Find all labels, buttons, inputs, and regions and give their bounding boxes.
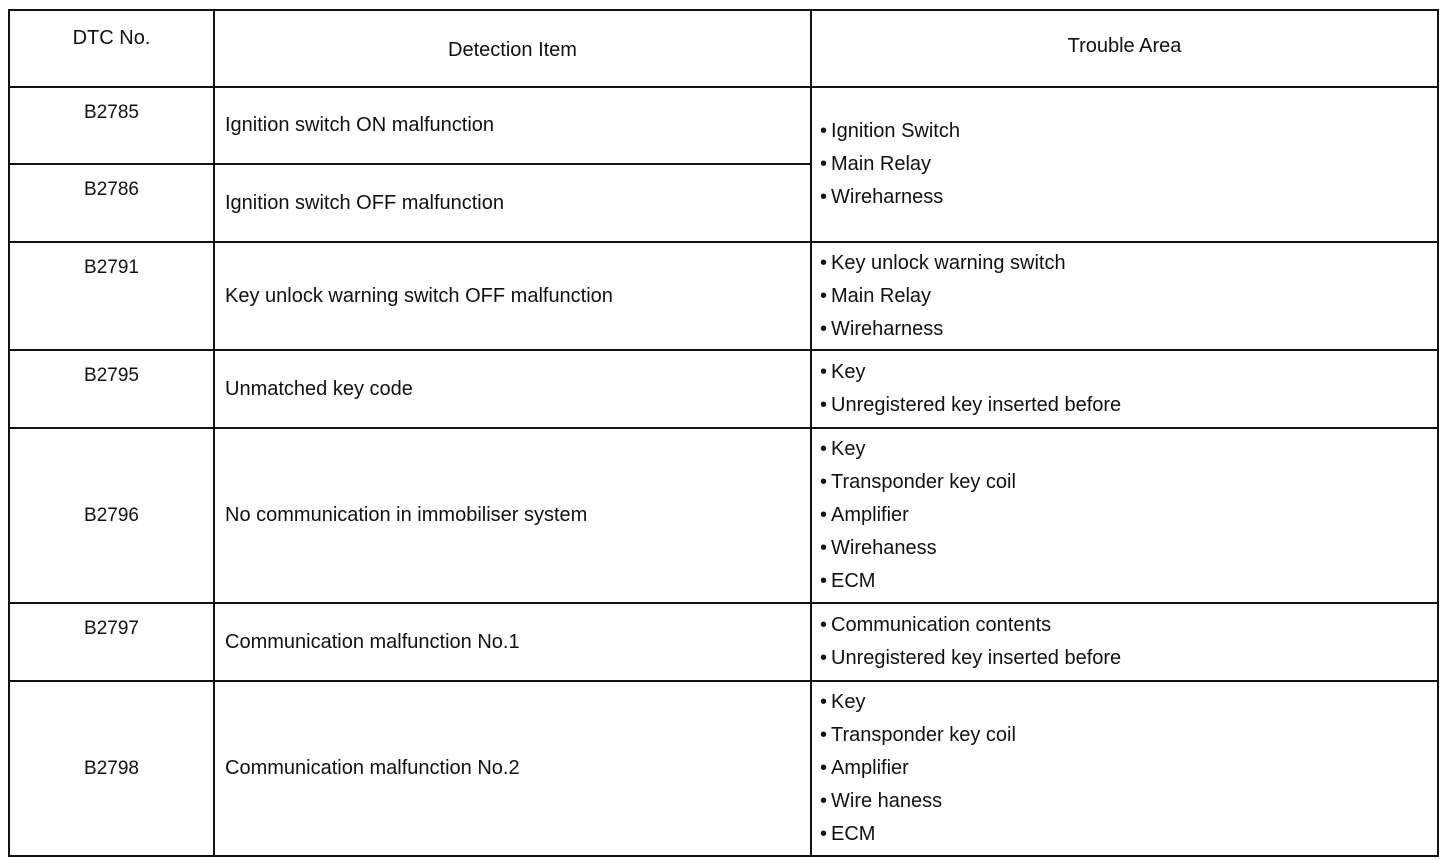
trouble-area-list xyxy=(820,247,1437,346)
trouble-area-item: • Ignition Switch xyxy=(820,115,1437,148)
table-row xyxy=(9,681,1438,856)
trouble-area-cell xyxy=(811,350,1438,428)
trouble-area-list xyxy=(820,356,1437,422)
trouble-area-item: • Main Relay xyxy=(820,148,1437,181)
trouble-area-list xyxy=(820,686,1437,851)
detection-item: No communication in immobiliser system xyxy=(214,428,811,603)
dtc-table xyxy=(8,9,1439,857)
trouble-area-cell xyxy=(811,681,1438,856)
dtc-code-b2796: B2796 xyxy=(9,428,214,603)
trouble-area-item: • Wire haness xyxy=(820,785,1437,818)
trouble-area-list xyxy=(820,609,1437,675)
table-row xyxy=(9,428,1438,603)
trouble-area-cell xyxy=(811,242,1438,350)
trouble-area-cell xyxy=(811,603,1438,681)
trouble-area-item: • Key xyxy=(820,433,1437,466)
header-row xyxy=(9,10,1438,87)
trouble-area-list xyxy=(820,115,1437,214)
trouble-area-item: • Wireharness xyxy=(820,181,1437,214)
detection-item: Unmatched key code xyxy=(214,350,811,428)
trouble-area-item: • Transponder key coil xyxy=(820,466,1437,499)
trouble-area-item: • ECM xyxy=(820,818,1437,851)
detection-item: Key unlock warning switch OFF malfunction xyxy=(214,242,811,350)
trouble-area-item: • Transponder key coil xyxy=(820,719,1437,752)
dtc-code-b2785: B2785 xyxy=(9,87,214,164)
header-dtc-no: DTC No. xyxy=(9,10,214,87)
detection-item: Ignition switch OFF malfunction xyxy=(214,164,811,242)
trouble-area-item: • Wireharness xyxy=(820,313,1437,346)
trouble-area-item: • Amplifier xyxy=(820,752,1437,785)
detection-item: Communication malfunction No.2 xyxy=(214,681,811,856)
dtc-code-b2797: B2797 xyxy=(9,603,214,681)
trouble-area-list xyxy=(820,433,1437,598)
trouble-area-item: • Wirehaness xyxy=(820,532,1437,565)
dtc-code-b2795: B2795 xyxy=(9,350,214,428)
trouble-area-cell xyxy=(811,428,1438,603)
trouble-area-item: • Main Relay xyxy=(820,280,1437,313)
trouble-area-item: • ECM xyxy=(820,565,1437,598)
dtc-code-b2791: B2791 xyxy=(9,242,214,350)
trouble-area-item: • Unregistered key inserted before xyxy=(820,389,1437,422)
trouble-area-item: • Communication contents xyxy=(820,609,1437,642)
table-row xyxy=(9,350,1438,428)
dtc-code-b2786: B2786 xyxy=(9,164,214,242)
table-row xyxy=(9,603,1438,681)
table-row xyxy=(9,87,1438,164)
trouble-area-item: • Key unlock warning switch xyxy=(820,247,1437,280)
trouble-area-cell xyxy=(811,87,1438,242)
trouble-area-item: • Key xyxy=(820,686,1437,719)
dtc-code-b2798: B2798 xyxy=(9,681,214,856)
detection-item: Ignition switch ON malfunction xyxy=(214,87,811,164)
header-trouble-area: Trouble Area xyxy=(811,10,1438,87)
trouble-area-item: • Amplifier xyxy=(820,499,1437,532)
trouble-area-item: • Key xyxy=(820,356,1437,389)
table-row xyxy=(9,242,1438,350)
trouble-area-item: • Unregistered key inserted before xyxy=(820,642,1437,675)
detection-item: Communication malfunction No.1 xyxy=(214,603,811,681)
header-detection-item: Detection Item xyxy=(214,10,811,87)
